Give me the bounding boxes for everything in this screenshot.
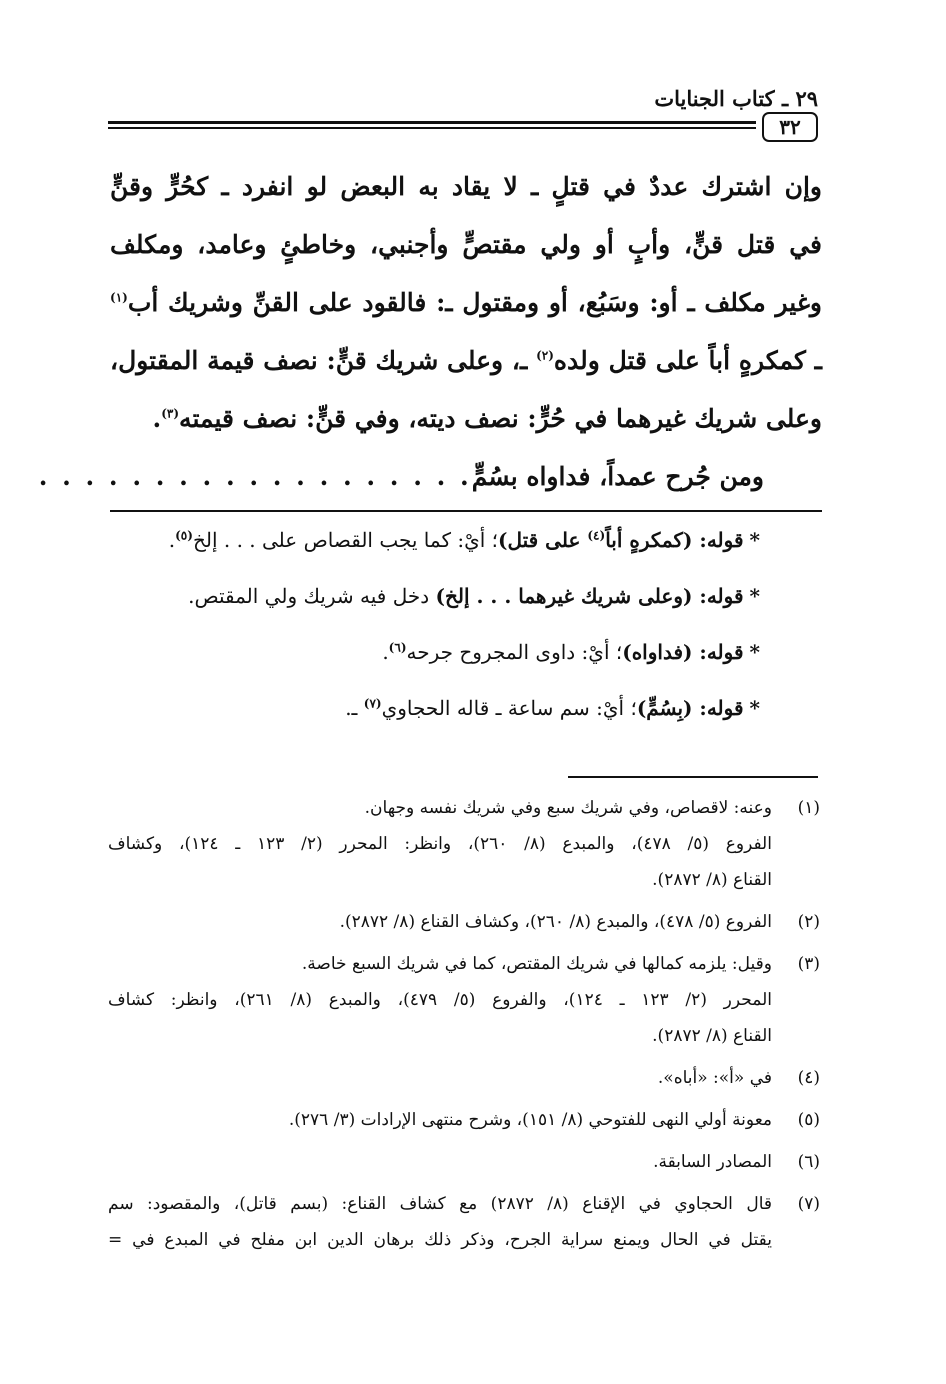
footnotes bbox=[108, 790, 820, 1258]
header-rule-thick bbox=[108, 121, 756, 124]
footnote-text bbox=[108, 1144, 772, 1180]
footnote-text bbox=[108, 946, 772, 982]
commentary-text: ؛ أيْ: داوى المجروح جرحه bbox=[406, 640, 623, 664]
footnote-number: (٤) bbox=[797, 1068, 820, 1088]
header-rule bbox=[108, 121, 756, 131]
commentary-item bbox=[110, 574, 760, 630]
main-line bbox=[110, 158, 822, 216]
commentary-text: . bbox=[168, 528, 176, 552]
footnote-line: معونة أولي النهى للفتوحي (٨/ ١٥١)، وشرح منتهى الإرادات (٣/ ٢٧٦). bbox=[288, 1110, 772, 1130]
main-line-text: في قتل قنٍّ، وأبٍ أو ولي مقتصٍّ وأجنبي، وخاطئٍ وعامد، ومكلف bbox=[110, 230, 822, 259]
main-line-text: ومن جُرح عمداً، فداواه بسُمٍّ bbox=[471, 462, 764, 491]
footnote-ref[interactable]: (٧) bbox=[363, 696, 382, 711]
footnote-item bbox=[108, 1060, 820, 1096]
header-rule-thin bbox=[108, 127, 756, 129]
footnote-number: (٥) bbox=[797, 1110, 820, 1130]
footnote-line: الفروع (٥/ ٤٧٨)، والمبدع (٨/ ٢٦٠)، وكشاف القناع (٨/ ٢٨٧٢). bbox=[339, 912, 772, 932]
footnote-number: (٣) bbox=[797, 954, 820, 974]
footnote-item bbox=[108, 904, 820, 940]
commentary-text: . bbox=[382, 640, 389, 664]
footnote-line: القناع (٨/ ٢٨٧٢). bbox=[652, 1026, 772, 1046]
footnote-text bbox=[108, 1186, 772, 1222]
main-line-text: وإن اشترك عددٌ في قتلٍ ـ لا يقاد به البعض لو انفرد ـ كحُرٍّ وقنٍّ bbox=[110, 172, 822, 201]
commentary-quote: على قتل) bbox=[498, 528, 588, 552]
footnote-item bbox=[108, 1102, 820, 1138]
footnote-item bbox=[108, 1186, 820, 1222]
footnote-number: (٧) bbox=[797, 1194, 820, 1214]
footnote-continuation bbox=[108, 1222, 820, 1258]
footnote-divider bbox=[568, 776, 818, 778]
page-number: ٣٢ bbox=[762, 112, 818, 142]
star-bullet: * bbox=[749, 584, 760, 608]
footnote-text bbox=[108, 1060, 772, 1096]
footnote-number: (٢) bbox=[797, 912, 820, 932]
commentary-item bbox=[110, 630, 760, 686]
commentary-text: ـ. bbox=[345, 696, 364, 720]
commentary-quote: قوله: (كمكرهٍ أباً bbox=[605, 528, 744, 552]
footnote-item bbox=[108, 946, 820, 982]
footnote-text bbox=[108, 904, 772, 940]
footnote-line: يقتل في الحال ويمنع سراية الجرح، وذكر ذلك برهان الدين ابن مفلح في المبدع في = bbox=[108, 1230, 772, 1250]
commentary-quote: قوله: (بِسُمٍّ) bbox=[636, 696, 744, 720]
commentary-quote: قوله: (وعلى شريك غيرهما . . . إلخ) bbox=[435, 584, 744, 608]
footnote-item bbox=[108, 790, 820, 826]
commentary-item bbox=[110, 686, 760, 742]
footnote-line: المحرر (٢/ ١٢٣ ـ ١٢٤)، والفروع (٥/ ٤٧٩)، والمبدع (٨/ ٢٦١)، وانظر: كشاف bbox=[108, 990, 772, 1010]
main-line bbox=[110, 274, 822, 332]
main-line-text: ـ، وعلى شريك قنٍّ: نصف قيمة المقتول، bbox=[110, 346, 537, 375]
commentary-quote: قوله: (فداواه) bbox=[622, 640, 744, 664]
star-bullet: * bbox=[749, 640, 760, 664]
main-line bbox=[110, 332, 822, 390]
footnote-continuation bbox=[108, 982, 820, 1054]
footnote-continuation bbox=[108, 826, 820, 898]
commentary-text: ؛ أيْ: كما يجب القصاص على . . . إلخ bbox=[192, 528, 498, 552]
footnote-ref[interactable]: (٥) bbox=[175, 528, 193, 543]
footnote-number: (١) bbox=[797, 798, 820, 818]
main-line-text: . bbox=[152, 404, 162, 433]
footnote-ref[interactable]: (٦) bbox=[388, 640, 407, 655]
footnote-ref[interactable]: (٣) bbox=[161, 406, 180, 421]
main-divider bbox=[110, 510, 822, 512]
footnote-line: الفروع (٥/ ٤٧٨)، والمبدع (٨/ ٢٦٠)، وانظر: المحرر (٢/ ١٢٣ ـ ١٢٤)، وكشاف bbox=[108, 834, 772, 854]
footnote-line: المصادر السابقة. bbox=[653, 1152, 772, 1172]
footnote-number: (٦) bbox=[797, 1152, 820, 1172]
commentary-item bbox=[110, 518, 760, 574]
footnote-ref[interactable]: (١) bbox=[110, 290, 128, 305]
footnote-ref[interactable]: (٤) bbox=[587, 528, 606, 543]
commentary-section bbox=[110, 518, 760, 742]
footnote-line: وعنه: لاقصاص، وفي شريك سبع وفي شريك نفسه وجهان. bbox=[364, 798, 772, 818]
dotted-leader: . . . . . . . . . . . . . . . . . . . bbox=[38, 462, 472, 491]
footnote-line: في «أ»: «أباه». bbox=[657, 1068, 772, 1088]
star-bullet: * bbox=[749, 696, 760, 720]
commentary-text: ؛ أيْ: سم ساعة ـ قاله الحجاوي bbox=[381, 696, 637, 720]
main-line bbox=[110, 390, 822, 448]
main-line bbox=[38, 448, 822, 506]
footnote-item bbox=[108, 1144, 820, 1180]
star-bullet: * bbox=[749, 528, 760, 552]
main-line bbox=[110, 216, 822, 274]
main-line-text: ـ كمكرهٍ أباً على قتل ولده bbox=[553, 346, 822, 375]
main-text bbox=[38, 158, 822, 506]
footnote-ref[interactable]: (٢) bbox=[536, 348, 554, 363]
footnote-line: قال الحجاوي في الإقناع (٨/ ٢٨٧٢) مع كشاف القناع: (بسم قاتل)، والمقصود: سم bbox=[108, 1194, 772, 1214]
running-header-title: ٢٩ ـ كتاب الجنايات bbox=[654, 86, 818, 111]
footnote-line: وقيل: يلزمه كمالها في شريك المقتص، كما في شريك السبع خاصة. bbox=[301, 954, 772, 974]
commentary-text: دخل فيه شريك ولي المقتص. bbox=[188, 584, 436, 608]
main-line-text: وغير مكلف ـ أو: وسَبُع، أو ومقتول ـ: فالقود على القنِّ وشريك أب bbox=[127, 288, 822, 317]
footnote-text bbox=[108, 1102, 772, 1138]
main-line-text: وعلى شريك غيرهما في حُرٍّ: نصف ديته، وفي قنٍّ: نصف قيمته bbox=[179, 404, 822, 433]
footnote-text bbox=[108, 790, 772, 826]
footnote-line: القناع (٨/ ٢٨٧٢). bbox=[652, 870, 772, 890]
